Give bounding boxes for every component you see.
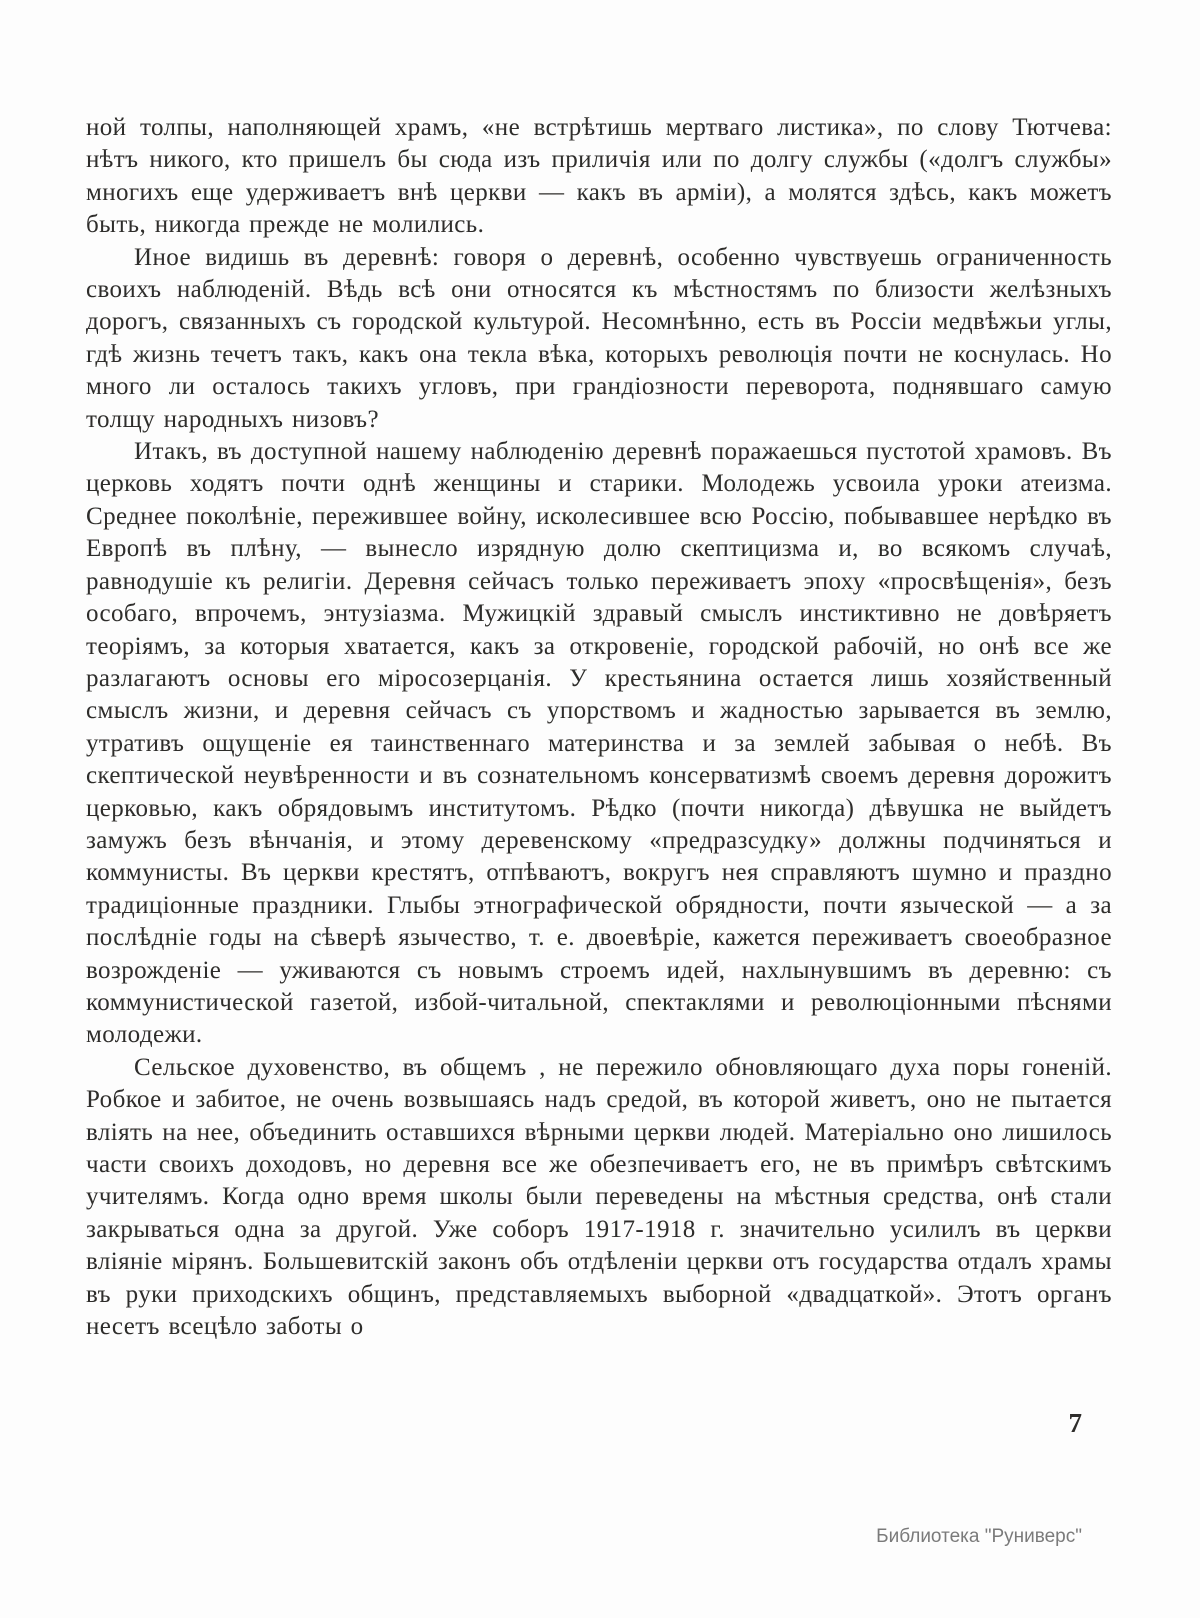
library-watermark: Библиотека "Руниверс" [876,1526,1082,1547]
page-number: 7 [1068,1408,1082,1438]
paragraph: Итакъ, въ доступной нашему наблюденію деревнѣ поражаешься пустотой храмовъ. Въ церковь ходятъ почти однѣ женщины и старики. Молодежь усвоила уроки атеизма. Среднее поколѣніе, пережившее войну, исколесившее всю Россію, побывавшее нерѣдко въ Европѣ въ плѣну, — вынесло изрядную долю скептицизма и, во всякомъ случаѣ, равнодушіе къ религіи. Деревня сейчасъ только переживаетъ эпоху «просвѣщенія», безъ особаго, впрочемъ, энтузіазма. Мужицкій здравый смыслъ инстиктивно не довѣряетъ теоріямъ, за которыя хватается, какъ за откровеніе, городской рабочій, но онѣ все же разлагаютъ основы его міросозерцанія. У крестьянина остается лишь хозяйственный смыслъ жизни, и деревня сейчасъ съ упорствомъ и жадностью зарывается въ землю, утративъ ощущеніе ея таинственнаго материнства и за землей забывая о небѣ. Въ скептической неувѣренности и въ сознательномъ консерватизмѣ своемъ деревня дорожитъ церковью, какъ обрядовымъ институтомъ. Рѣдко (почти никогда) дѣвушка не выйдетъ замужъ безъ вѣнчанія, и этому деревенскому «предразсудку» должны подчиняться и коммунисты. Въ церкви крестятъ, отпѣваютъ, вокругъ нея справляютъ шумно и праздно традиціонные праздники. Глыбы этнографической обрядности, почти языческой — а за послѣдніе годы на сѣверѣ язычество, т. е. двоевѣріе, кажется переживаетъ своеобразное возрожденіе — уживаются съ новымъ строемъ идей, нахлынувшимъ въ деревню: съ коммунистической газетой, избой-читальной, спектаклями и революціонными пѣснями молодежи. [86,438,1112,1049]
paragraph-continuation: ной толпы, наполняющей храмъ, «не встрѣтишь мертваго листика», по слову Тютчева: нѣтъ никого, кто пришелъ бы сюда изъ приличія или по долгу службы («долгъ службы» многихъ еще удерживаетъ внѣ церкви — какъ въ арміи), а молятся здѣсь, какъ можетъ быть, никогда прежде не молились. [86,114,1112,239]
paragraph: Сельское духовенство, въ общемъ , не пережило обновляющаго духа поры гоненій. Робкое и забитое, не очень возвышаясь надъ средой, въ которой живетъ, оно не пытается вліять на нее, объединить оставшихся вѣрными церкви людей. Матеріально оно лишилось части своихъ доходовъ, но деревня все же обезпечиваетъ его, не въ примѣръ свѣтскимъ учителямъ. Когда одно время школы были переведены на мѣстныя средства, онѣ стали закрываться одна за другой. Уже соборъ 1917-1918 г. значительно усилилъ въ церкви вліяніе мірянъ. Большевитскій законъ объ отдѣленіи церкви отъ государства отдалъ храмы въ руки приходскихъ общинъ, представляемыхъ выборной «двадцаткой». Этотъ органъ несетъ всецѣло заботы о [86,1053,1112,1341]
page-text-block [86,112,1112,1343]
paragraph: Иное видишь въ деревнѣ: говоря о деревнѣ, особенно чувствуешь ограниченность своихъ наблюденій. Вѣдь всѣ они относятся къ мѣстностямъ по близости желѣзныхъ дорогъ, связанныхъ съ городской культурой. Несомнѣнно, есть въ Россіи медвѣжьи углы, гдѣ жизнь течетъ такъ, какъ она текла вѣка, которыхъ революція почти не коснулась. Но много ли осталось такихъ угловъ, при грандіозности переворота, поднявшаго самую толщу народныхъ низовъ? [86,243,1112,433]
